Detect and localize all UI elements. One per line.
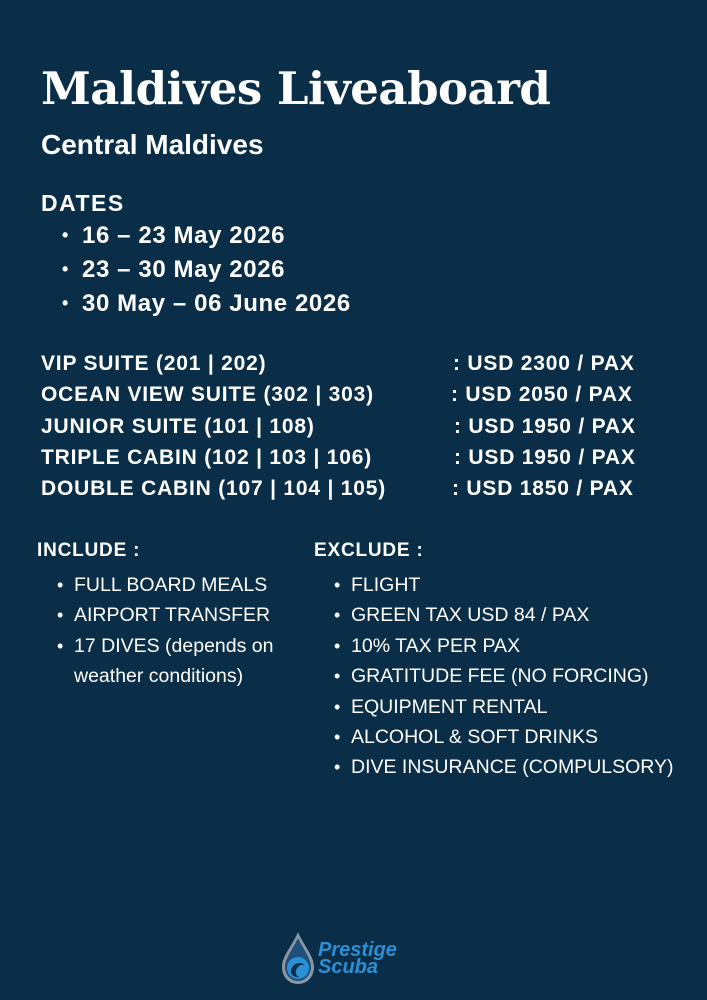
price-row (41, 381, 681, 412)
logo-text-line1: Prestige (318, 939, 397, 961)
room-price: : USD 1850 / PAX (452, 477, 634, 501)
poster-title: Maldives Liveaboard (41, 62, 551, 115)
water-drop-icon (278, 930, 318, 986)
room-name: JUNIOR SUITE (101 | 108) (41, 414, 315, 438)
poster-subtitle: Central Maldives (41, 129, 264, 160)
date-item: • 30 May – 06 June 2026 (62, 288, 351, 322)
exclude-section (314, 540, 704, 783)
pricing-table (41, 350, 681, 506)
exclude-item: • GREEN TAX USD 84 / PAX (314, 600, 704, 630)
price-row (41, 413, 681, 444)
include-item: • 17 DIVES (depends on weather conditions) (37, 631, 305, 692)
date-item: • 23 – 30 May 2026 (62, 254, 351, 288)
room-name: DOUBLE CABIN (107 | 104 | 105) (41, 477, 387, 501)
exclude-list (314, 570, 704, 783)
room-price: : USD 1950 / PAX (454, 414, 636, 438)
exclude-item: • DIVE INSURANCE (COMPULSORY) (314, 752, 704, 782)
price-row (41, 444, 681, 475)
dates-list (62, 220, 351, 322)
exclude-item: • 10% TAX PER PAX (314, 631, 704, 661)
include-heading: INCLUDE : (37, 540, 141, 561)
price-row (41, 350, 681, 381)
include-item: • FULL BOARD MEALS (37, 570, 307, 600)
logo-text-line2: Scuba (318, 956, 379, 978)
include-section (37, 540, 307, 692)
exclude-item: • GRATITUDE FEE (NO FORCING) (314, 661, 704, 691)
include-item: • AIRPORT TRANSFER (37, 600, 307, 630)
exclude-item: • FLIGHT (314, 570, 704, 600)
prestige-scuba-logo (278, 930, 438, 986)
price-row (41, 475, 681, 506)
room-name: OCEAN VIEW SUITE (302 | 303) (41, 383, 374, 407)
room-price: : USD 2300 / PAX (453, 352, 635, 375)
room-price: : USD 2050 / PAX (451, 383, 633, 407)
exclude-item: • ALCOHOL & SOFT DRINKS (314, 722, 704, 752)
exclude-heading: EXCLUDE : (314, 540, 424, 561)
include-list (37, 570, 307, 692)
room-name: TRIPLE CABIN (102 | 103 | 106) (41, 445, 373, 469)
room-name: VIP SUITE (201 | 202) (41, 352, 267, 375)
dates-heading: DATES (41, 190, 125, 216)
date-item: • 16 – 23 May 2026 (62, 220, 351, 254)
room-price: : USD 1950 / PAX (454, 445, 636, 469)
exclude-item: • EQUIPMENT RENTAL (314, 692, 704, 722)
